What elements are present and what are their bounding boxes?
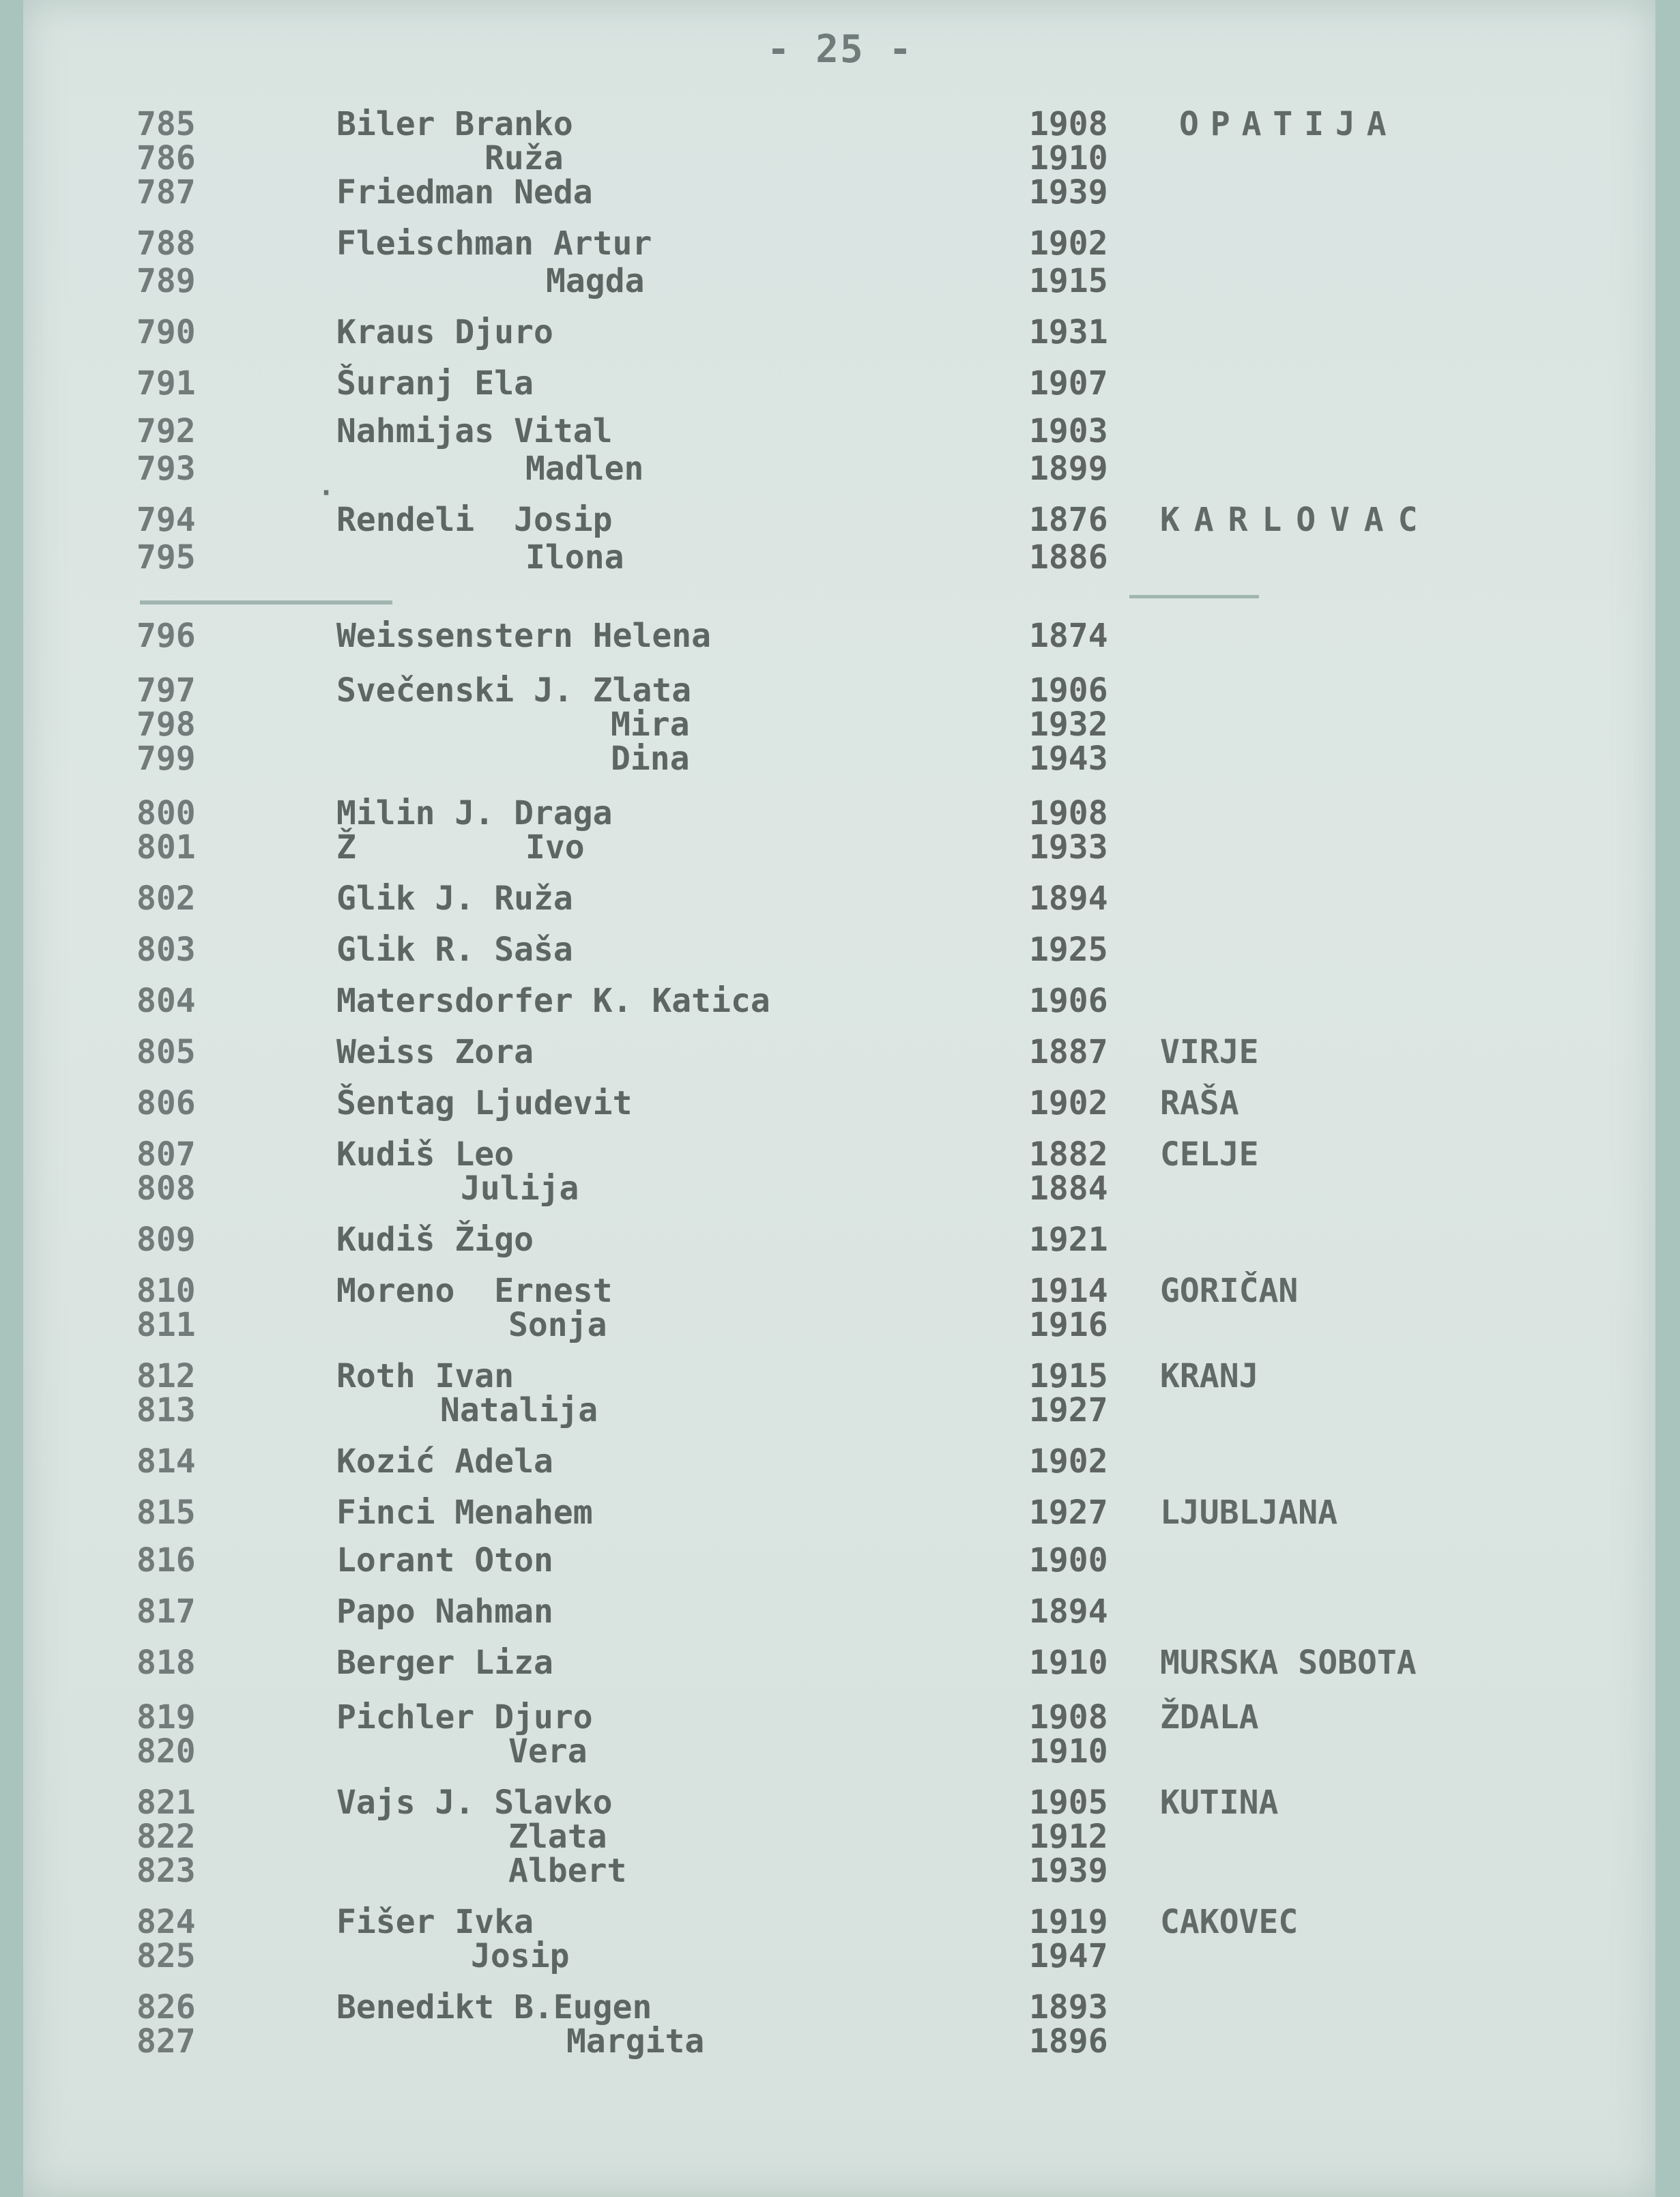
entry-number: 789: [136, 262, 196, 300]
entry-number: 793: [136, 450, 196, 488]
birth-year: 1886: [1029, 538, 1108, 577]
birth-year: 1947: [1029, 1937, 1108, 1975]
entry-number: 800: [136, 794, 196, 832]
birth-year: 1884: [1029, 1169, 1108, 1208]
birth-year: 1915: [1029, 1357, 1108, 1395]
person-given-name: Ivo: [525, 828, 585, 867]
birth-year: 1933: [1029, 828, 1108, 867]
entry-number: 819: [136, 1698, 196, 1736]
place-name: LJUBLJANA: [1160, 1494, 1338, 1532]
entry-number: 824: [136, 1903, 196, 1941]
person-given-name: Mira: [611, 705, 690, 744]
birth-year: 1927: [1029, 1494, 1108, 1532]
entry-number: 798: [136, 705, 196, 744]
place-name: K A R L O V A C: [1160, 501, 1415, 539]
entry-number: 825: [136, 1937, 196, 1975]
birth-year: 1907: [1029, 364, 1108, 403]
birth-year: 1908: [1029, 1698, 1108, 1736]
person-name: Glik J. Ruža: [336, 879, 573, 918]
place-name: KRANJ: [1160, 1357, 1259, 1395]
birth-year: 1887: [1029, 1033, 1108, 1071]
birth-year: 1899: [1029, 450, 1108, 488]
entry-number: 813: [136, 1391, 196, 1429]
place-name: ŽDALA: [1160, 1698, 1259, 1736]
birth-year: 1939: [1029, 1852, 1108, 1890]
place-name: RAŠA: [1160, 1084, 1239, 1122]
person-name: Biler Branko: [336, 105, 573, 143]
entry-number: 801: [136, 828, 196, 867]
person-name: Glik R. Saša: [336, 931, 573, 969]
entry-number: 796: [136, 617, 196, 655]
person-name: Šentag Ljudevit: [336, 1084, 633, 1122]
entry-number: 814: [136, 1442, 196, 1481]
person-given-name: Sonja: [508, 1306, 607, 1344]
person-given-name: Ruža: [484, 139, 564, 177]
entry-number: 787: [136, 173, 196, 212]
entry-number: 804: [136, 982, 196, 1020]
entry-number: 805: [136, 1033, 196, 1071]
entry-number: 812: [136, 1357, 196, 1395]
birth-year: 1943: [1029, 740, 1108, 778]
person-name: Fleischman Artur: [336, 224, 652, 263]
birth-year: 1927: [1029, 1391, 1108, 1429]
birth-year: 1876: [1029, 501, 1108, 539]
person-given-name: Magda: [546, 262, 645, 300]
birth-year: 1906: [1029, 671, 1108, 710]
person-given-name: Margita: [566, 2022, 705, 2061]
birth-year: 1916: [1029, 1306, 1108, 1344]
birth-year: 1908: [1029, 105, 1108, 143]
entry-number: 790: [136, 313, 196, 351]
person-name: Ž: [336, 828, 356, 867]
person-name: Kraus Djuro: [336, 313, 553, 351]
birth-year: 1932: [1029, 705, 1108, 744]
entry-number: 788: [136, 224, 196, 263]
person-name: Fišer Ivka: [336, 1903, 534, 1941]
person-given-name: Josip: [471, 1937, 570, 1975]
page-number: - 25 -: [766, 27, 914, 72]
document-sheet: [23, 0, 1655, 2197]
birth-year: 1902: [1029, 224, 1108, 263]
birth-year: 1910: [1029, 139, 1108, 177]
birth-year: 1893: [1029, 1988, 1108, 2026]
birth-year: 1894: [1029, 879, 1108, 918]
person-name: Kozić Adela: [336, 1442, 553, 1481]
person-given-name: Dina: [611, 740, 690, 778]
person-given-name: Vera: [508, 1732, 588, 1771]
person-name: Weissenstern Helena: [336, 617, 712, 655]
place-name: VIRJE: [1160, 1033, 1259, 1071]
birth-year: 1906: [1029, 982, 1108, 1020]
person-given-name: Zlata: [508, 1818, 607, 1856]
person-name: Nahmijas Vital: [336, 412, 613, 450]
entry-number: 792: [136, 412, 196, 450]
birth-year: 1882: [1029, 1135, 1108, 1174]
birth-year: 1914: [1029, 1272, 1108, 1310]
place-name: CELJE: [1160, 1135, 1259, 1174]
person-name: Milin J. Draga: [336, 794, 613, 832]
entry-number: 811: [136, 1306, 196, 1344]
person-name: Moreno Ernest: [336, 1272, 613, 1310]
person-name: Vajs J. Slavko: [336, 1784, 613, 1822]
place-name: O P A T I J A: [1179, 105, 1382, 143]
birth-year: 1910: [1029, 1732, 1108, 1771]
person-name: Kudiš Žigo: [336, 1221, 534, 1259]
entry-number: 791: [136, 364, 196, 403]
entry-number: 797: [136, 671, 196, 710]
entry-number: 809: [136, 1221, 196, 1259]
entry-number: 794: [136, 501, 196, 539]
birth-year: 1902: [1029, 1442, 1108, 1481]
person-name: Benedikt B.Eugen: [336, 1988, 652, 2026]
entry-number: 821: [136, 1784, 196, 1822]
person-name: Kudiš Leo: [336, 1135, 515, 1174]
birth-year: 1905: [1029, 1784, 1108, 1822]
birth-year: 1908: [1029, 794, 1108, 832]
place-name: GORIČAN: [1160, 1272, 1299, 1310]
person-name: Pichler Djuro: [336, 1698, 593, 1736]
birth-year: 1915: [1029, 262, 1108, 300]
entry-number: 786: [136, 139, 196, 177]
person-name: Friedman Neda: [336, 173, 593, 212]
entry-number: 817: [136, 1592, 196, 1631]
person-name: Rendeli Josip: [336, 501, 613, 539]
entry-number: 816: [136, 1541, 196, 1580]
entry-number: 827: [136, 2022, 196, 2061]
underline-mark: [1129, 595, 1259, 598]
entry-number: 808: [136, 1169, 196, 1208]
person-name: Weiss Zora: [336, 1033, 534, 1071]
entry-number: 806: [136, 1084, 196, 1122]
birth-year: 1925: [1029, 931, 1108, 969]
birth-year: 1896: [1029, 2022, 1108, 2061]
entry-number: 820: [136, 1732, 196, 1771]
entry-number: 795: [136, 538, 196, 577]
person-name: Lorant Oton: [336, 1541, 553, 1580]
entry-number: 815: [136, 1494, 196, 1532]
birth-year: 1894: [1029, 1592, 1108, 1631]
person-given-name: Julija: [461, 1169, 579, 1208]
person-name: Roth Ivan: [336, 1357, 515, 1395]
birth-year: 1921: [1029, 1221, 1108, 1259]
person-name: Matersdorfer K. Katica: [336, 982, 770, 1020]
entry-number: 818: [136, 1644, 196, 1682]
person-given-name: Albert: [508, 1852, 627, 1890]
birth-year: 1931: [1029, 313, 1108, 351]
person-name: Berger Liza: [336, 1644, 553, 1682]
birth-year: 1919: [1029, 1903, 1108, 1941]
entry-number: 826: [136, 1988, 196, 2026]
entry-number: 807: [136, 1135, 196, 1174]
entry-number: 823: [136, 1852, 196, 1890]
stray-dot: ·: [318, 478, 335, 509]
place-name: MURSKA SOBOTA: [1160, 1644, 1417, 1682]
person-given-name: Madlen: [525, 450, 644, 488]
person-given-name: Natalija: [440, 1391, 598, 1429]
birth-year: 1900: [1029, 1541, 1108, 1580]
person-name: Finci Menahem: [336, 1494, 593, 1532]
person-name: Papo Nahman: [336, 1592, 553, 1631]
underline-mark: [140, 600, 392, 605]
person-name: Svečenski J. Zlata: [336, 671, 692, 710]
entry-number: 802: [136, 879, 196, 918]
entry-number: 799: [136, 740, 196, 778]
birth-year: 1902: [1029, 1084, 1108, 1122]
entry-number: 810: [136, 1272, 196, 1310]
birth-year: 1903: [1029, 412, 1108, 450]
entry-number: 785: [136, 105, 196, 143]
birth-year: 1939: [1029, 173, 1108, 212]
person-name: Šuranj Ela: [336, 364, 534, 403]
entry-number: 822: [136, 1818, 196, 1856]
place-name: KUTINA: [1160, 1784, 1279, 1822]
birth-year: 1910: [1029, 1644, 1108, 1682]
place-name: CAKOVEC: [1160, 1903, 1299, 1941]
birth-year: 1912: [1029, 1818, 1108, 1856]
birth-year: 1874: [1029, 617, 1108, 655]
entry-number: 803: [136, 931, 196, 969]
person-given-name: Ilona: [525, 538, 624, 577]
